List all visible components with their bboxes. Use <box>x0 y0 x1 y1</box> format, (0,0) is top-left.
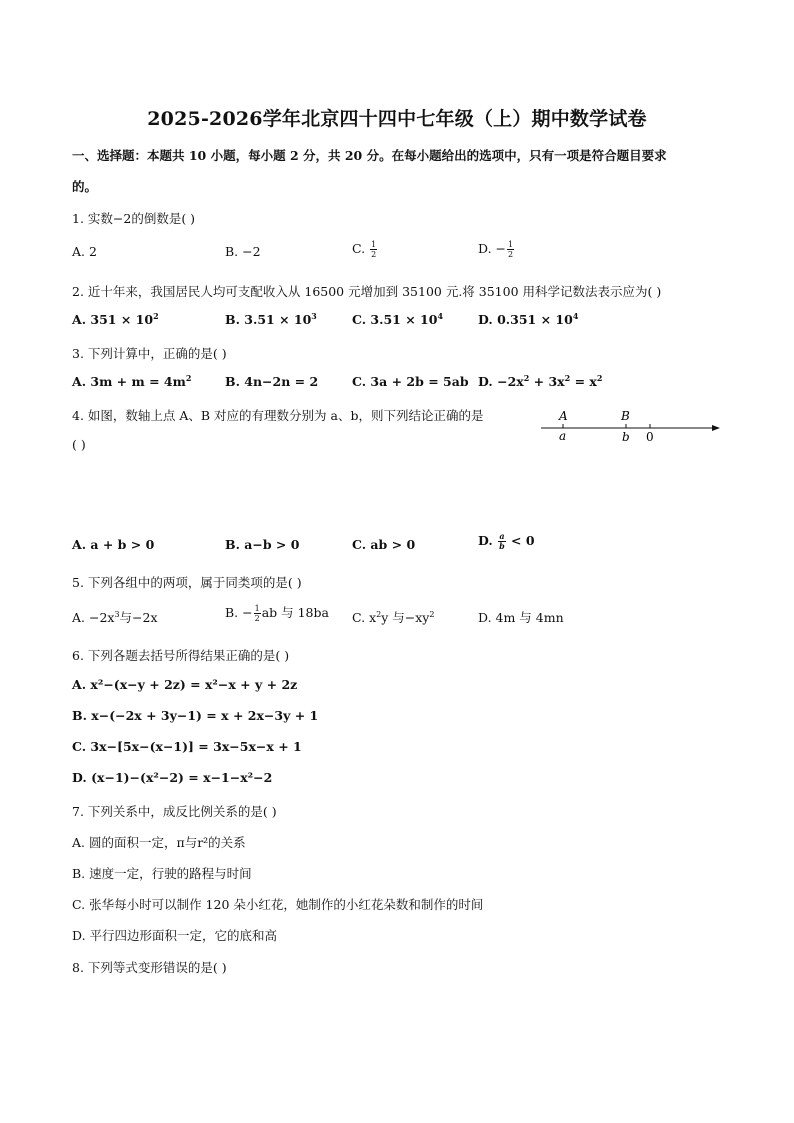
q5-b-fraction <box>254 604 261 623</box>
point-b-label: B <box>621 409 630 423</box>
q4-option-c[interactable]: C. ab > 0 <box>352 537 416 552</box>
q7-option-a[interactable]: A. 圆的面积一定，π与r²的关系 <box>72 835 246 850</box>
q3-option-c[interactable]: C. 3a + 2b = 5ab <box>352 374 469 389</box>
q4-d-den: b <box>499 541 505 551</box>
q1-c-num: 1 <box>371 240 377 249</box>
q1-option-d[interactable] <box>478 240 515 259</box>
q3-a-exp: 2 <box>185 373 192 383</box>
q5-b-tail: ab 与 18ba <box>261 605 329 620</box>
number-line-figure <box>536 404 726 448</box>
q1-option-c[interactable] <box>352 240 378 259</box>
question-8-stem: 8. 下列等式变形错误的是( ) <box>72 960 227 975</box>
q2-a-base: A. 351 × 10 <box>72 312 154 327</box>
q5-b-num: 1 <box>254 604 260 613</box>
question-6-stem: 6. 下列各题去括号所得结果正确的是( ) <box>72 648 290 663</box>
q1-c-fraction <box>370 240 377 259</box>
q3-option-b[interactable]: B. 4n−2n = 2 <box>225 374 319 389</box>
q1-option-c-label: C. <box>352 241 370 256</box>
q2-option-d[interactable] <box>478 312 578 327</box>
q5-c-exp: 2 <box>376 610 382 619</box>
q6-option-c[interactable]: C. 3x−[5x−(x−1)] = 3x−5x−x + 1 <box>72 739 302 754</box>
q2-c-base: C. 3.51 × 10 <box>352 312 438 327</box>
q5-b-den: 2 <box>254 614 260 623</box>
q4-d-label: D. <box>478 533 498 548</box>
point-a-label: A <box>559 409 568 423</box>
question-4-stem-line2: ( ) <box>72 437 86 452</box>
q5-b-head: B. − <box>225 605 253 620</box>
q1-option-d-label: D. − <box>478 241 506 256</box>
q5-c-mid: y 与−xy <box>381 610 430 625</box>
q2-d-base: D. 0.351 × 10 <box>478 312 573 327</box>
value-b-label: b <box>622 430 630 444</box>
q3-a-text: A. 3m + m = 4m <box>72 374 186 389</box>
question-1-stem: 1. 实数−2的倒数是( ) <box>72 211 196 226</box>
q5-a-exp: 3 <box>114 610 120 619</box>
q1-d-fraction <box>507 240 514 259</box>
q3-d-c: = x <box>570 374 597 389</box>
q3-d-a: D. −2x <box>478 374 524 389</box>
q4-d-fraction <box>498 532 506 551</box>
q2-b-base: B. 3.51 × 10 <box>225 312 312 327</box>
value-a-label: a <box>559 429 567 443</box>
q2-d-exp: 4 <box>572 311 579 321</box>
q2-b-exp: 3 <box>311 311 317 321</box>
q5-a-tail: 与−2x <box>119 610 158 625</box>
q2-option-a[interactable] <box>72 312 159 327</box>
q5-a-head: A. −2x <box>72 610 115 625</box>
section-intro-line1: 一、选择题：本题共 10 小题，每小题 2 分，共 20 分。在每小题给出的选项中，只有一项是符合题目要求 <box>72 148 667 163</box>
q5-c-exp2: 2 <box>429 610 435 619</box>
zero-label: 0 <box>646 430 654 444</box>
q3-d-exp3: 2 <box>596 373 603 383</box>
q4-d-num: a <box>499 531 505 541</box>
q2-option-b[interactable] <box>225 312 317 327</box>
section-intro-line2: 的。 <box>72 179 98 194</box>
q4-option-a[interactable]: A. a + b > 0 <box>72 537 155 552</box>
question-7-stem: 7. 下列关系中，成反比例关系的是( ) <box>72 804 277 819</box>
q1-option-b[interactable]: B. −2 <box>225 244 261 259</box>
q3-option-d[interactable] <box>478 374 602 389</box>
q4-option-d[interactable] <box>478 532 535 551</box>
q5-option-a[interactable] <box>72 608 158 626</box>
q7-option-d[interactable]: D. 平行四边形面积一定，它的底和高 <box>72 928 278 943</box>
q5-option-d[interactable]: D. 4m 与 4mn <box>478 610 564 625</box>
q1-option-a[interactable]: A. 2 <box>72 244 97 259</box>
question-5-stem: 5. 下列各组中的两项，属于同类项的是( ) <box>72 575 302 590</box>
q1-d-num: 1 <box>508 240 514 249</box>
q5-option-c[interactable] <box>352 608 434 626</box>
q7-option-c[interactable]: C. 张华每小时可以制作 120 朵小红花，她制作的小红花朵数和制作的时间 <box>72 897 484 912</box>
q3-d-exp2: 2 <box>564 373 571 383</box>
q3-d-b: + 3x <box>529 374 565 389</box>
q1-c-den: 2 <box>371 250 377 259</box>
q2-a-exp: 2 <box>153 311 159 321</box>
question-4-stem: 4. 如图，数轴上点 A、B 对应的有理数分别为 a、b，则下列结论正确的是 <box>72 408 484 423</box>
number-line-arrow <box>712 425 720 431</box>
q6-option-a[interactable]: A. x²−(x−y + 2z) = x²−x + y + 2z <box>72 677 298 692</box>
q3-d-exp1: 2 <box>523 373 530 383</box>
q6-option-d[interactable]: D. (x−1)−(x²−2) = x−1−x²−2 <box>72 770 273 785</box>
question-3-stem: 3. 下列计算中，正确的是( ) <box>72 346 227 361</box>
q5-c-head: C. x <box>352 610 377 625</box>
q3-option-a[interactable] <box>72 374 191 389</box>
q4-option-b[interactable]: B. a−b > 0 <box>225 537 300 552</box>
q5-option-b[interactable] <box>225 603 329 623</box>
question-2-stem: 2. 近十年来，我国居民人均可支配收入从 16500 元增加到 35100 元.将 35100 用科学记数法表示应为( ) <box>72 284 662 299</box>
q2-c-exp: 4 <box>437 311 444 321</box>
q7-option-b[interactable]: B. 速度一定，行驶的路程与时间 <box>72 866 252 881</box>
q4-d-tail: < 0 <box>506 533 535 548</box>
exam-title: 2025-2026学年北京四十四中七年级（上）期中数学试卷 <box>147 108 647 130</box>
q6-option-b[interactable]: B. x−(−2x + 3y−1) = x + 2x−3y + 1 <box>72 708 319 723</box>
q1-d-den: 2 <box>508 250 514 259</box>
q2-option-c[interactable] <box>352 312 443 327</box>
